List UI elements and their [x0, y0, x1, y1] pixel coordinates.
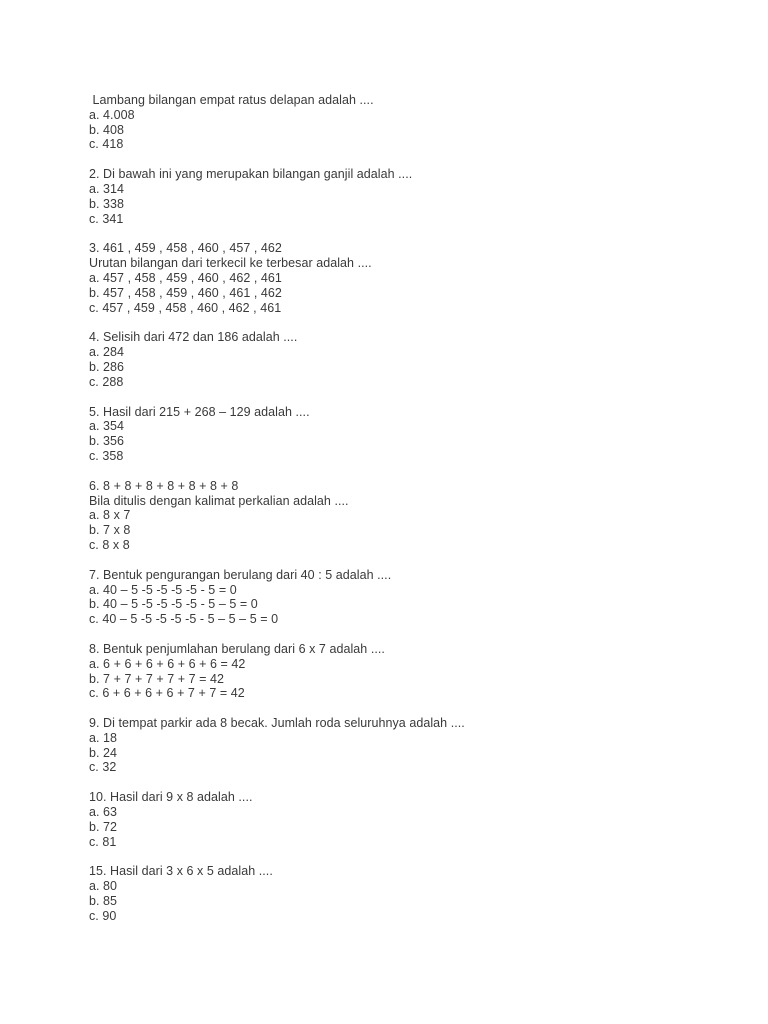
question-15 — [89, 864, 729, 923]
document-body — [89, 93, 729, 939]
question-text: Bila ditulis dengan kalimat perkalian adalah .... — [89, 493, 349, 508]
question-text: 6. 8 + 8 + 8 + 8 + 8 + 8 + 8 — [89, 478, 239, 493]
option-b: b. 7 + 7 + 7 + 7 + 7 = 42 — [89, 671, 225, 686]
option-b: b. 40 – 5 -5 -5 -5 -5 - 5 – 5 = 0 — [89, 597, 258, 612]
option-c: c. 32 — [89, 760, 117, 775]
option-a: a. 6 + 6 + 6 + 6 + 6 + 6 = 42 — [89, 656, 246, 671]
question-2 — [89, 167, 729, 226]
question-9 — [89, 716, 729, 775]
option-a: a. 284 — [89, 345, 125, 360]
option-a: a. 354 — [89, 419, 125, 434]
option-a: a. 40 – 5 -5 -5 -5 -5 - 5 = 0 — [89, 582, 237, 597]
question-7 — [89, 568, 729, 627]
option-b: b. 24 — [89, 745, 118, 760]
question-text: Urutan bilangan dari terkecil ke terbesar adalah .... — [89, 256, 372, 271]
question-text: 9. Di tempat parkir ada 8 becak. Jumlah roda seluruhnya adalah .... — [89, 716, 465, 731]
question-text: 4. Selisih dari 472 dan 186 adalah .... — [89, 330, 298, 345]
option-a: a. 80 — [89, 879, 118, 894]
question-text: 15. Hasil dari 3 x 6 x 5 adalah .... — [89, 864, 273, 879]
option-c: c. 90 — [89, 908, 117, 923]
option-b: b. 85 — [89, 894, 118, 909]
question-text: 8. Bentuk penjumlahan berulang dari 6 x 7 adalah .... — [89, 641, 385, 656]
option-c: c. 6 + 6 + 6 + 6 + 7 + 7 = 42 — [89, 686, 245, 701]
option-b: b. 286 — [89, 359, 125, 374]
option-a: a. 457 , 458 , 459 , 460 , 462 , 461 — [89, 270, 282, 285]
question-5 — [89, 405, 729, 464]
option-a: a. 314 — [89, 181, 125, 196]
question-1 — [89, 93, 729, 152]
question-8 — [89, 642, 729, 701]
option-c: c. 457 , 459 , 458 , 460 , 462 , 461 — [89, 300, 282, 315]
question-3 — [89, 241, 729, 315]
option-c: c. 81 — [89, 834, 117, 849]
question-4 — [89, 330, 729, 389]
option-a: a. 8 x 7 — [89, 508, 131, 523]
option-a: a. 4.008 — [89, 107, 135, 122]
option-c: c. 40 – 5 -5 -5 -5 -5 - 5 – 5 – 5 = 0 — [89, 612, 279, 627]
option-a: a. 18 — [89, 730, 118, 745]
question-text: 7. Bentuk pengurangan berulang dari 40 : 5 adalah .... — [89, 567, 392, 582]
option-b: b. 72 — [89, 819, 118, 834]
question-text: Lambang bilangan empat ratus delapan adalah .... — [89, 93, 374, 107]
question-6 — [89, 479, 729, 553]
option-c: c. 418 — [89, 137, 124, 152]
option-c: c. 358 — [89, 448, 124, 463]
question-text: 3. 461 , 459 , 458 , 460 , 457 , 462 — [89, 241, 282, 256]
option-b: b. 356 — [89, 434, 125, 449]
question-text: 5. Hasil dari 215 + 268 – 129 adalah .... — [89, 404, 310, 419]
question-text: 2. Di bawah ini yang merupakan bilangan ganjil adalah .... — [89, 167, 413, 182]
option-c: c. 8 x 8 — [89, 537, 130, 552]
option-b: b. 408 — [89, 122, 125, 137]
option-a: a. 63 — [89, 805, 118, 820]
question-10 — [89, 790, 729, 849]
option-b: b. 7 x 8 — [89, 523, 131, 538]
option-b: b. 338 — [89, 196, 125, 211]
option-c: c. 288 — [89, 374, 124, 389]
option-b: b. 457 , 458 , 459 , 460 , 461 , 462 — [89, 285, 282, 300]
option-c: c. 341 — [89, 211, 124, 226]
question-text: 10. Hasil dari 9 x 8 adalah .... — [89, 790, 253, 805]
